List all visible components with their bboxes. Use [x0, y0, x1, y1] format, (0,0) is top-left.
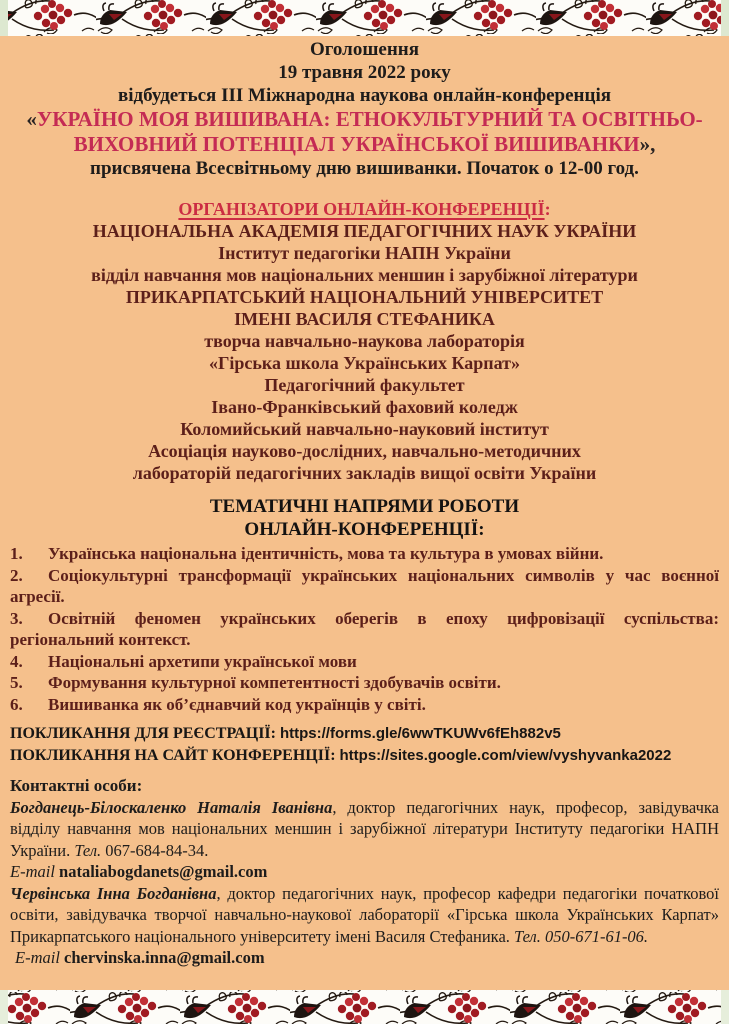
organizer-line: творча навчально-наукова лабораторія	[204, 331, 525, 351]
topic-item: 4. Національні архетипи української мови	[10, 651, 357, 671]
conference-title-line-2: ВИХОВНИЙ ПОТЕНЦІАЛ УКРАЇНСЬКОЇ ВИШИВАНКИ»,	[73, 132, 656, 156]
contact-person-1: Богданець-Білоскаленко Наталія Іванівна, доктор педагогічних наук, професор, завідувачка відділу навчання мов національних меншин і зарубіжної літератури Інституту педагогіки НАПН України. Тел. 067-684-84-34.	[10, 797, 719, 860]
topic-item: 5. Формування культурної компетентності здобувачів освіти.	[10, 673, 501, 692]
site-link-row	[10, 745, 719, 767]
email-label: E-mail	[10, 862, 55, 881]
contacts-heading: Контактні особи:	[10, 776, 143, 795]
registration-link-label: ПОКЛИКАННЯ ДЛЯ РЕЄСТРАЦІЇ:	[10, 725, 276, 742]
organizer-line: відділ навчання мов національних меншин і зарубіжної літератури	[91, 265, 638, 285]
organizer-line: НАЦІОНАЛЬНА АКАДЕМІЯ ПЕДАГОГІЧНИХ НАУК УКРАЇНИ	[92, 221, 637, 241]
contact-1-tel-label: Тел.	[74, 840, 102, 860]
topics-heading: ТЕМАТИЧНІ НАПРЯМИ РОБОТИ ОНЛАЙН-КОНФЕРЕНЦІЇ:	[209, 496, 520, 540]
announcement-title: Оголошення	[310, 39, 419, 60]
organizer-line: Івано-Франківський фаховий коледж	[211, 397, 518, 417]
announcement-header	[10, 38, 719, 180]
topic-item: 2. Соціокультурні трансформації українських національних символів у час воєнної агресії.	[10, 565, 719, 606]
contact-2-email-row	[10, 947, 719, 969]
topics-list	[10, 543, 719, 715]
embroidery-border-bottom	[0, 990, 729, 1024]
conference-title-line-1: «УКРАЇНО МОЯ ВИШИВАНА: ЕТНОКУЛЬТУРНИЙ ТА ОСВІТНЬО-	[26, 107, 703, 131]
contact-1-phone: 067-684-84-34.	[101, 840, 209, 860]
topic-item: 6. Вишиванка як об’єднавчий код українців у світі.	[10, 694, 426, 714]
organizers-heading: ОРГАНІЗАТОРИ ОНЛАЙН-КОНФЕРЕНЦІЇ:	[178, 199, 551, 219]
embroidery-pattern-top-svg	[0, 0, 729, 36]
links-section	[10, 723, 719, 767]
contact-1-email-row	[10, 861, 719, 883]
organizer-line: «Гірська школа Українських Карпат»	[208, 353, 521, 373]
organizer-line: Коломийський навчально-науковий інститут	[180, 419, 549, 439]
organizer-line: ІМЕНІ ВАСИЛЯ СТЕФАНИКА	[234, 309, 495, 329]
site-link-url[interactable]: https://sites.google.com/view/vyshyvanka2022	[339, 747, 672, 764]
embroidery-pattern-bottom-svg	[0, 990, 729, 1024]
contacts-section	[10, 775, 719, 969]
announcement-date: 19 травня 2022 року	[278, 62, 451, 83]
registration-link-row	[10, 723, 719, 745]
embroidery-border-top	[0, 0, 729, 36]
organizer-line: Інститут педагогіки НАПН України	[218, 243, 511, 263]
contact-2-phone: 050-671-61-06.	[540, 926, 649, 946]
open-quote: «	[26, 107, 37, 131]
site-link-label: ПОКЛИКАННЯ НА САЙТ КОНФЕРЕНЦІЇ:	[10, 747, 336, 764]
topic-item: 3. Освітній феномен українських оберегів в епоху цифровізації суспільства: регіональний контекст.	[10, 608, 719, 649]
contact-1-email[interactable]: nataliabogdanets@gmail.com	[59, 862, 268, 881]
contact-1-name: Богданець-Білоскаленко Наталія Іванівна	[10, 797, 333, 817]
topic-item: 1. Українська національна ідентичність, мова та культура в умовах війни.	[10, 544, 604, 563]
registration-link-url[interactable]: https://forms.gle/6wwTKUWv6fEh882v5	[279, 725, 561, 742]
announcement-body	[0, 36, 729, 969]
contact-2-email[interactable]: chervinska.inna@gmail.com	[64, 948, 265, 967]
close-quote: »,	[639, 132, 656, 156]
contact-person-2: Червінська Інна Богданівна, доктор педагогічних наук, професор кафедри педагогіки початкової освіти, завідувачка творчої навчально-наукової лабораторії «Гірська школа Українських Карпат» Прикарпатського національного університету імені Василя Стефаника. Тел. 050-671-61-06.	[10, 883, 719, 946]
email-label: E-mail	[15, 948, 60, 967]
announcement-intro: відбудеться ІІІ Міжнародна наукова онлайн-конференція	[117, 85, 612, 106]
organizer-line: Асоціація науково-дослідних, навчально-методичних	[148, 441, 581, 461]
organizer-line: ПРИКАРПАТСЬКИЙ НАЦІОНАЛЬНИЙ УНІВЕРСИТЕТ	[125, 287, 604, 307]
organizers-section	[10, 198, 719, 484]
contact-2-tel-label: Тел.	[514, 926, 541, 946]
organizer-line: Педагогічний факультет	[264, 375, 465, 395]
organizer-line: лабораторій педагогічних закладів вищої освіти України	[132, 463, 597, 483]
dedication-line: присвячена Всесвітньому дню вишиванки. Початок о 12-00 год.	[90, 158, 639, 179]
contact-2-name: Червінська Інна Богданівна	[10, 883, 217, 903]
